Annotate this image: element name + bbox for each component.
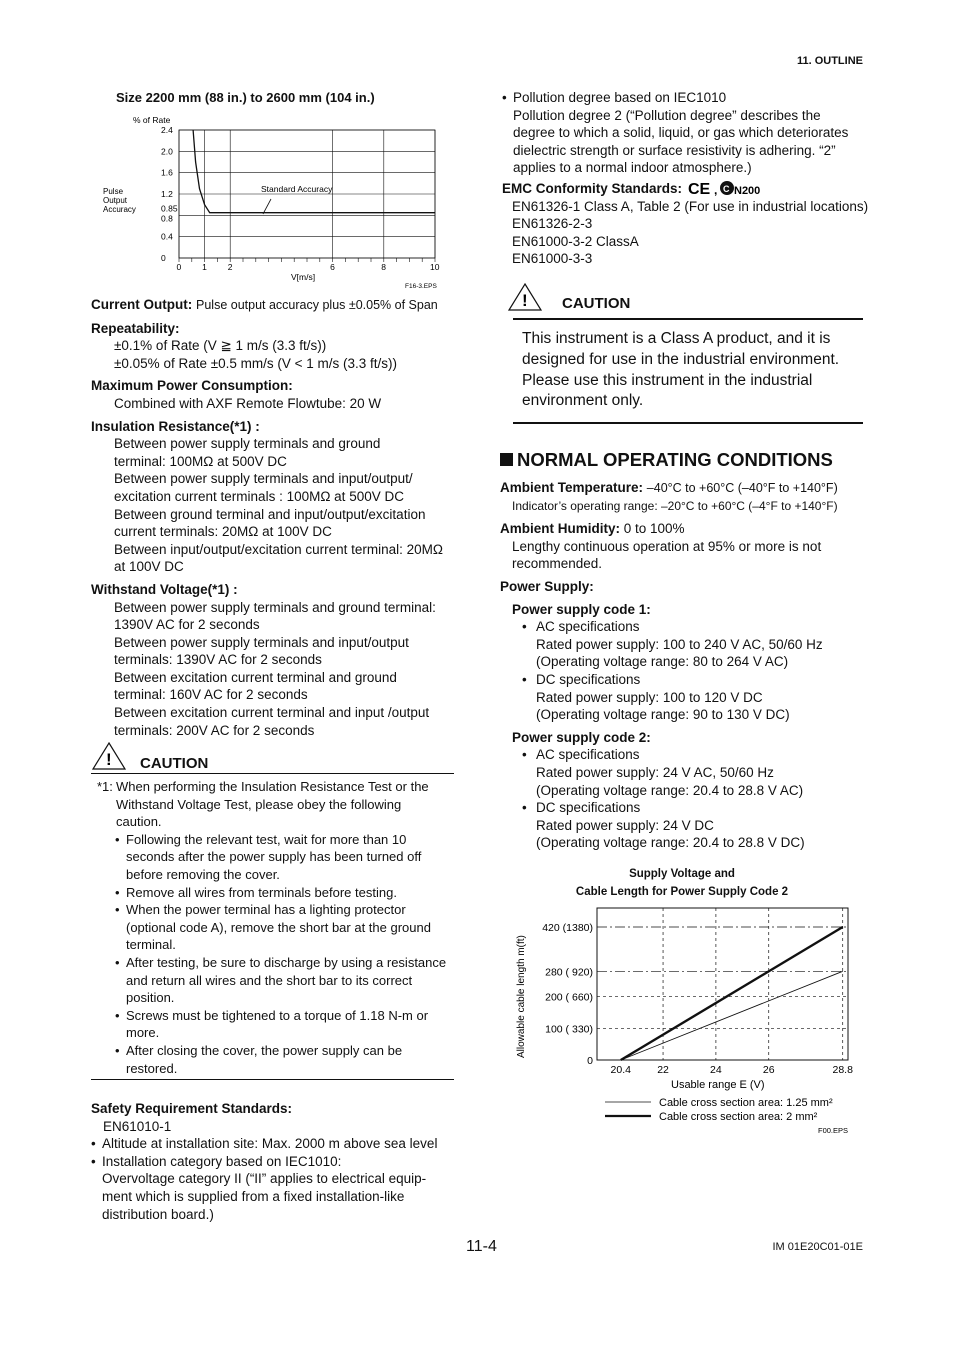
y-tick-label: 280 ( 920) <box>545 966 593 979</box>
x-tick-label: 8 <box>381 262 387 272</box>
text-line: Between excitation current terminal and input /output <box>114 705 430 721</box>
series-line-1-25mm2 <box>621 971 843 1060</box>
x-tick-label: 24 <box>710 1064 722 1076</box>
square-bullet-icon <box>500 453 513 466</box>
cable-length-chart <box>505 900 875 1140</box>
list-item-line: • DC specifications <box>536 800 641 816</box>
chart-title-line: Supply Voltage and <box>629 868 735 880</box>
list-item-line: before removing the cover. <box>126 866 280 882</box>
repeatability-lines <box>91 337 454 372</box>
list-item-line: • DC specifications <box>536 671 641 687</box>
chart-title-line: Cable Length for Power Supply Code 2 <box>575 886 789 898</box>
x-tick-label: 26 <box>762 1064 775 1076</box>
y-tick-label: 200 ( 660) <box>545 991 593 1004</box>
pollution-item <box>502 89 872 177</box>
annotation-pointer <box>263 199 271 214</box>
chart1-ylabel: % of Rate <box>133 115 171 125</box>
text-line: Between input/output/excitation current terminal: 20MΩ <box>114 541 444 557</box>
text-line: current terminals: 20MΩ at 100V DC <box>114 524 332 540</box>
list-item <box>512 618 870 671</box>
ambient-temp: Ambient Temperature: –40°C to +60°C (–40°F to +140°F) <box>500 480 838 495</box>
warning-icon <box>92 741 128 771</box>
code1-label: Power supply code 1: <box>512 601 651 617</box>
list-item <box>115 1042 457 1077</box>
chart2-xlabel: Usable range E (V) <box>671 1079 765 1091</box>
text-line: ±0.1% of Rate (V ≧ 1 m/s (3.3 ft/s)) <box>114 338 327 354</box>
text-line: • Pollution degree based on IEC1010 <box>513 90 727 105</box>
list-item-line: Overvoltage category II (“II” applies to electrical equip- <box>102 1171 427 1187</box>
y-tick-label: 2.4 <box>161 125 173 135</box>
list-item <box>115 884 457 902</box>
svg-text:,: , <box>713 182 718 196</box>
list-item-line: (Operating voltage range: 20.4 to 28.8 V AC) <box>536 782 804 798</box>
text-line: designed for use in the industrial environment. <box>522 350 840 368</box>
svg-text:CE: CE <box>687 180 711 196</box>
text-line: EN61000-3-2 ClassA <box>512 233 639 249</box>
divider <box>91 1079 454 1080</box>
list-item <box>115 954 457 1007</box>
list-item-line: (Operating voltage range: 80 to 264 V AC) <box>536 654 789 670</box>
svg-text:C: C <box>722 183 730 194</box>
x-tick-label: 20.4 <box>610 1064 631 1076</box>
y-tick-label: 2.0 <box>161 146 173 157</box>
text-line: environment only. <box>522 392 644 410</box>
ce-mark-icon <box>686 180 766 196</box>
text-line: at 100V DC <box>114 559 184 575</box>
chart2-ylabel: Allowable cable length m(ft) <box>516 935 527 1058</box>
text-line: degree to which a solid, liquid, or gas which deteriorates <box>513 125 849 141</box>
list-item-line: Rated power supply: 24 V DC <box>536 817 714 833</box>
list-item <box>115 901 457 954</box>
section-header: 11. OUTLINE <box>796 55 863 67</box>
list-item <box>91 1135 461 1153</box>
text-line: EN61326-2-3 <box>512 216 593 232</box>
y-tick-label: 420 (1380) <box>542 922 593 934</box>
text-line: terminal: 100MΩ at 500V DC <box>114 453 287 469</box>
text-line: Withstand Voltage Test, please obey the following <box>116 796 402 812</box>
list-item-line: • Following the relevant test, wait for more than 10 <box>126 831 407 847</box>
text-line: EN61000-3-3 <box>512 251 593 267</box>
text-line: Between excitation current terminal and ground <box>114 669 397 685</box>
svg-text:!: ! <box>106 750 112 769</box>
withstand-lines <box>91 599 454 740</box>
list-item <box>512 671 870 724</box>
code2-list <box>500 746 870 852</box>
legend-entry-1: Cable cross section area: 1.25 mm² <box>659 1097 833 1109</box>
text-line: Pollution degree 2 (“Pollution degree” describes the <box>513 107 821 123</box>
text-line: When performing the Insulation Resistance Test or the <box>116 779 429 794</box>
divider <box>513 318 863 320</box>
y-tick-label: 1.6 <box>161 167 173 178</box>
y-tick-label: 0.85 <box>161 203 178 214</box>
caution-title-left: CAUTION <box>140 755 209 772</box>
svg-text:!: ! <box>522 291 528 310</box>
safety-std: EN61010-1 <box>103 1118 172 1134</box>
list-item-line: (optional code A), remove the short bar at the ground <box>126 919 431 935</box>
power-supply-label: Power Supply: <box>500 578 594 594</box>
chart1-ylabel-side: Pulse Output Accuracy <box>103 187 136 214</box>
document-id: IM 01E20C01-01E <box>772 1241 863 1253</box>
caution-bullet-list <box>97 831 457 1077</box>
list-item <box>115 1007 457 1042</box>
list-item <box>512 799 870 852</box>
list-item-line: • After closing the cover, the power supply can be <box>126 1042 403 1058</box>
ambient-humidity: Ambient Humidity: 0 to 100% <box>500 521 685 537</box>
divider <box>91 773 454 774</box>
safety-label: Safety Requirement Standards: <box>91 1101 293 1116</box>
repeatability-label: Repeatability: <box>91 320 180 336</box>
list-item <box>91 1153 461 1223</box>
text-line: applies to a normal indoor atmosphere.) <box>513 160 752 176</box>
y-tick-label: 1.2 <box>161 189 173 199</box>
text-line: Between power supply terminals and ground terminal: <box>114 599 436 615</box>
x-tick-label: 28.8 <box>832 1064 853 1076</box>
chart1-xlabel: V[m/s] <box>291 272 316 282</box>
text-line: Between power supply terminals and input/output <box>114 634 409 650</box>
list-item-line: • After testing, be sure to discharge by using a resistance <box>126 954 447 970</box>
list-item-line: and return all wires and the short bar to its correct <box>126 972 413 988</box>
list-item-line: ment which is supplied from a fixed installation-like <box>102 1188 405 1204</box>
y-tick-label: 0.4 <box>161 231 173 242</box>
warning-icon <box>508 282 544 312</box>
list-item-line: distribution board.) <box>102 1206 214 1222</box>
insulation-lines <box>91 435 454 576</box>
svg-text:N200: N200 <box>733 184 761 196</box>
text-line: dielectric strength or surface resistivity is adhering. “2” <box>513 142 836 158</box>
text-line: terminals: 200V AC for 2 seconds <box>114 722 315 738</box>
chart2-figure-id: F00.EPS <box>818 1126 849 1135</box>
current-output: Current Output: Pulse output accuracy plus ±0.05% of Span <box>91 297 438 312</box>
list-item-line: • When the power terminal has a lighting protector <box>126 902 406 918</box>
text-line: Between power supply terminals and input/output/ <box>114 471 413 487</box>
list-item-line: (Operating voltage range: 90 to 130 V DC) <box>536 707 790 723</box>
caution-title-right: CAUTION <box>562 295 631 312</box>
list-item-line: • Remove all wires from terminals before testing. <box>126 884 397 900</box>
list-item-line: position. <box>126 990 175 1006</box>
list-item-line: seconds after the power supply has been turned off <box>126 849 422 865</box>
chart1-title: Size 2200 mm (88 in.) to 2600 mm (104 in.) <box>116 90 375 105</box>
list-item-line: • Screws must be tightened to a torque of 1.18 N-m or <box>126 1007 429 1023</box>
text-line: Lengthy continuous operation at 95% or more is not <box>512 538 822 554</box>
humidity-note <box>500 538 870 573</box>
emc-lines <box>502 198 872 268</box>
max-power-label: Maximum Power Consumption: <box>91 378 293 394</box>
list-item-line: Rated power supply: 100 to 240 V AC, 50/60 Hz <box>536 636 823 652</box>
list-item-line: • AC specifications <box>536 619 640 635</box>
text-line: terminal: 160V AC for 2 seconds <box>114 687 308 703</box>
indicator-range: Indicator’s operating range: –20°C to +60°C (–4°F to +140°F) <box>512 498 838 513</box>
list-item-line: (Operating voltage range: 20.4 to 28.8 V DC) <box>536 835 805 851</box>
x-tick-label: 10 <box>430 262 440 272</box>
accuracy-chart <box>95 112 455 292</box>
legend-entry-2: Cable cross section area: 2 mm² <box>659 1111 818 1123</box>
list-item-line: Rated power supply: 100 to 120 V DC <box>536 689 763 705</box>
text-line: Between ground terminal and input/output/excitation <box>114 506 426 522</box>
page-number: 11-4 <box>466 1238 497 1255</box>
list-item-line: • Altitude at installation site: Max. 2000 m above sea level <box>102 1136 438 1152</box>
list-item-line: terminal. <box>126 937 176 953</box>
caution-body-right <box>522 329 867 412</box>
x-tick-label: 0 <box>176 262 182 272</box>
text-line: recommended. <box>512 556 603 572</box>
text-line: EN61326-1 Class A, Table 2 (For use in industrial locations) <box>512 198 869 214</box>
y-tick-label: 100 ( 330) <box>545 1023 593 1036</box>
section-title: NORMAL OPERATING CONDITIONS <box>500 449 833 471</box>
list-item-line: restored. <box>126 1060 178 1076</box>
code2-label: Power supply code 2: <box>512 729 651 745</box>
list-item-line: Rated power supply: 24 V AC, 50/60 Hz <box>536 764 774 780</box>
x-tick-label: 2 <box>227 262 233 272</box>
chart1-annotation: Standard Accuracy <box>261 184 333 194</box>
list-item <box>512 746 870 799</box>
x-tick-label: 1 <box>202 262 207 272</box>
x-tick-label: 6 <box>330 262 335 272</box>
safety-bullet-list <box>91 1135 461 1223</box>
y-tick-label: 0 <box>161 253 166 263</box>
series-line-2mm2 <box>621 927 843 1060</box>
withstand-label: Withstand Voltage(*1) : <box>91 581 238 597</box>
divider <box>513 422 863 424</box>
text-line: This instrument is a Class A product, and it is <box>522 330 831 347</box>
text-line: Between power supply terminals and ground <box>114 436 381 452</box>
text-line: excitation current terminals : 100MΩ at 500V DC <box>114 488 404 504</box>
text-line: 1390V AC for 2 seconds <box>114 617 260 633</box>
x-tick-label: 22 <box>657 1064 669 1076</box>
list-item <box>115 831 457 884</box>
text-line: ±0.05% of Rate ±0.5 mm/s (V < 1 m/s (3.3 ft/s)) <box>114 355 398 371</box>
emc-label-row: EMC Conformity Standards: CE , C N200 <box>502 180 872 198</box>
code1-list <box>500 618 870 724</box>
max-power-value: Combined with AXF Remote Flowtube: 20 W <box>114 395 382 411</box>
text-line: terminals: 1390V AC for 2 seconds <box>114 652 322 668</box>
text-line: caution. <box>116 814 162 830</box>
chart2-title <box>500 865 864 901</box>
chart1-figure-id: F16-3.EPS <box>405 283 437 290</box>
y-tick-label: 0.8 <box>161 213 173 224</box>
caution-note: *1: When performing the Insulation Resistance Test or the Withstand Voltage Test, please obey the following caution. <box>97 778 457 831</box>
list-item-line: • Installation category based on IEC1010: <box>102 1153 342 1169</box>
list-item-line: more. <box>126 1025 160 1041</box>
accuracy-curve <box>193 130 435 213</box>
y-tick-label: 0 <box>587 1055 593 1067</box>
text-line: Please use this instrument in the industrial <box>522 371 813 389</box>
insulation-label: Insulation Resistance(*1) : <box>91 418 260 434</box>
list-item-line: • AC specifications <box>536 747 640 763</box>
